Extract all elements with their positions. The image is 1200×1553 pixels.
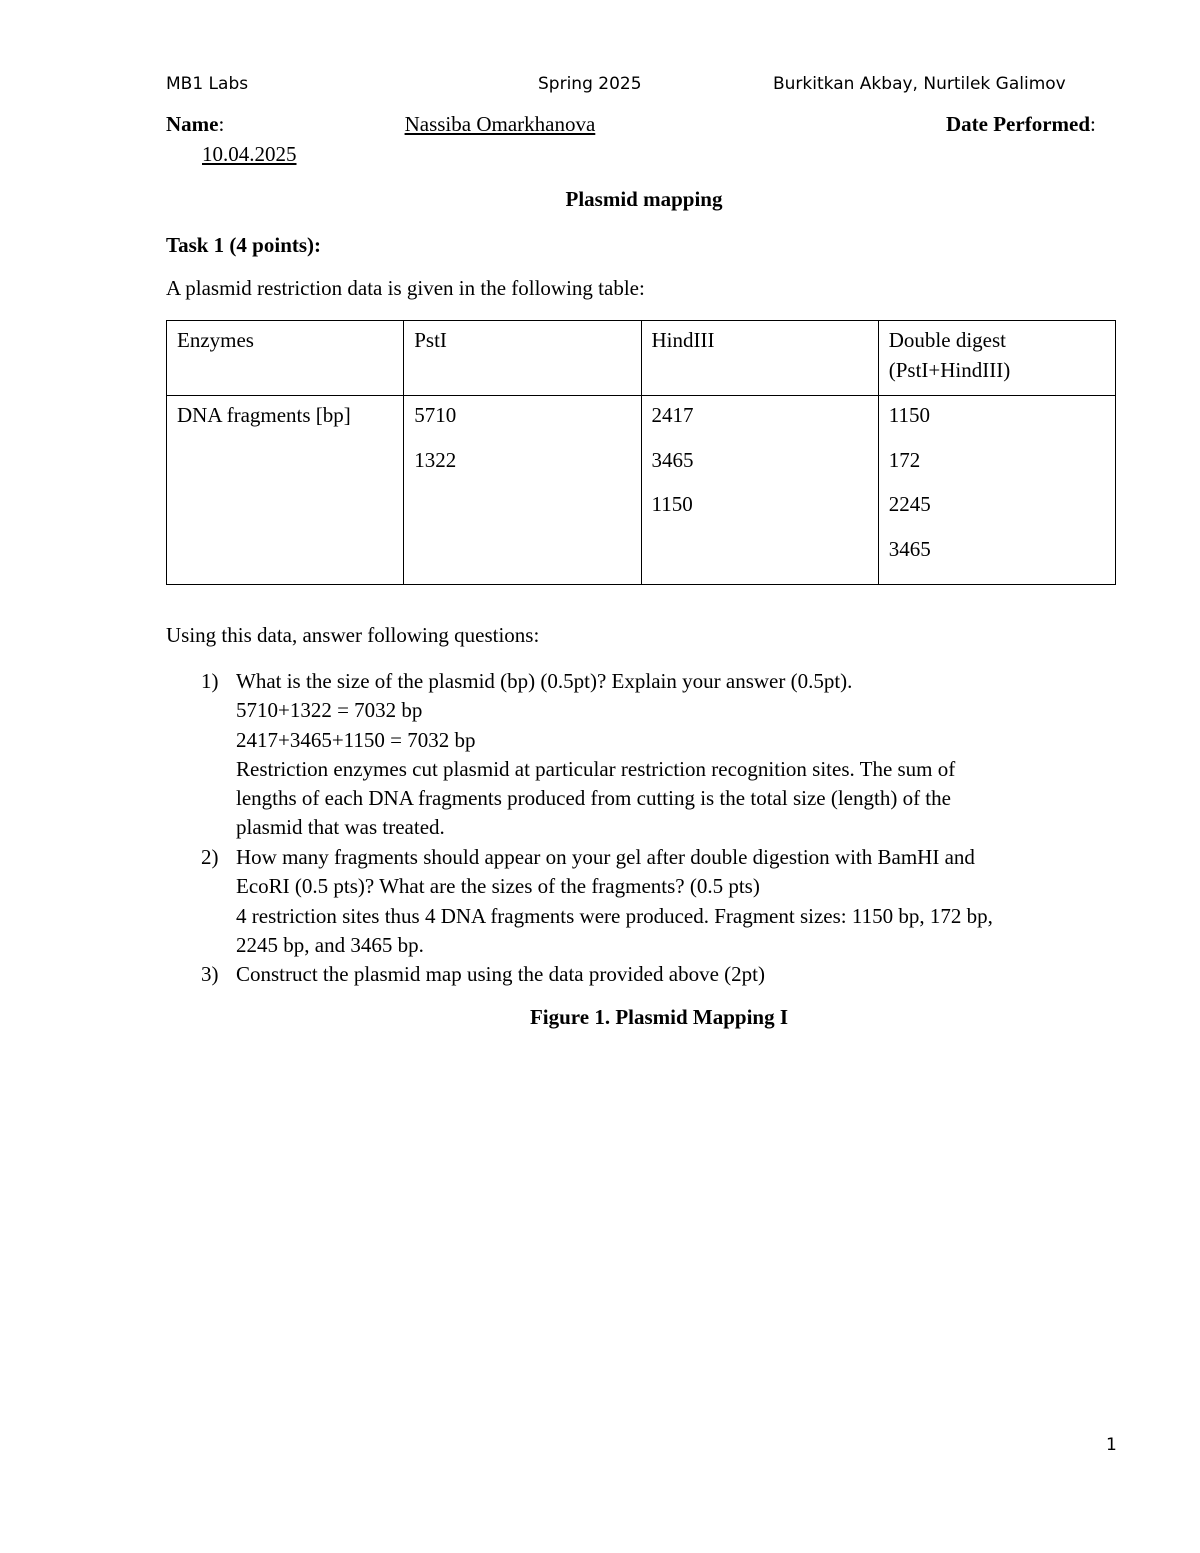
hindiii-fragment: 3465 (651, 447, 694, 472)
answer-line: 4 restriction sites thus 4 DNA fragments were produced. Fragment sizes: 1150 bp, 172 bp, (236, 903, 993, 928)
psti-cell (404, 396, 641, 585)
double-fragment: 1150 (888, 403, 930, 427)
answer-line: 2417+3465+1150 = 7032 bp (236, 727, 476, 752)
page-number: 1 (1106, 1435, 1117, 1455)
header-psti: PstI (404, 321, 641, 396)
question-body (236, 667, 1106, 843)
question-number: 2) (201, 845, 219, 869)
restriction-table (166, 320, 1116, 585)
task-heading: Task 1 (4 points): (166, 233, 322, 257)
question-line: How many fragments should appear on your gel after double digestion with BamHI and (236, 845, 975, 869)
row-label: DNA fragments [bp] (167, 396, 404, 585)
date-value: 10.04.2025 (202, 142, 297, 166)
question-number: 1) (201, 669, 219, 693)
question-body (236, 843, 1106, 960)
table-row (167, 396, 1116, 585)
question-number: 3) (201, 962, 219, 986)
name-underline (230, 112, 795, 137)
table-header-row (167, 321, 1116, 396)
header-course: MB1 Labs (166, 74, 249, 94)
hindiii-cell (641, 396, 878, 585)
double-digest-cell (878, 396, 1115, 585)
header-enzymes: Enzymes (167, 321, 404, 396)
psti-fragment: 5710 (414, 403, 457, 427)
header-double-digest (878, 321, 1115, 396)
header-double-digest-line1: Double digest (888, 328, 1006, 352)
questions-intro: Using this data, answer following questions: (166, 623, 540, 647)
psti-fragment: 1322 (414, 447, 457, 472)
question-line: Construct the plasmid map using the data provided above (2pt) (236, 962, 765, 986)
task-intro: A plasmid restriction data is given in the following table: (166, 276, 645, 300)
answer-line: lengths of each DNA fragments produced from cutting is the total size (length) of the (236, 786, 951, 811)
name-value: Nassiba Omarkhanova (404, 112, 596, 136)
header-double-digest-line2: (PstI+HindIII) (888, 358, 1011, 382)
page-title: Plasmid mapping (565, 187, 723, 211)
hindiii-fragment: 2417 (651, 403, 694, 427)
answer-line: 5710+1322 = 7032 bp (236, 698, 423, 723)
header-hindiii: HindIII (641, 321, 878, 396)
question-body (236, 960, 1106, 989)
question-line: EcoRI (0.5 pts)? What are the sizes of the fragments? (0.5 pts) (236, 874, 760, 899)
double-fragment: 2245 (888, 492, 931, 516)
answer-line: Restriction enzymes cut plasmid at particular restriction recognition sites. The sum of (236, 756, 956, 781)
name-label: Name (166, 112, 219, 136)
date-field: Date Performed: (946, 112, 1096, 136)
header-instructors: Burkitkan Akbay, Nurtilek Galimov (773, 74, 1066, 94)
double-fragment: 3465 (888, 536, 931, 561)
question-line: What is the size of the plasmid (bp) (0.5pt)? Explain your answer (0.5pt). (236, 669, 853, 693)
date-label: Date Performed (946, 112, 1091, 136)
hindiii-fragment: 1150 (651, 492, 693, 516)
header-semester: Spring 2025 (538, 74, 642, 94)
figure-caption: Figure 1. Plasmid Mapping I (529, 1005, 789, 1029)
name-field: Name: Nassiba Omarkhanova (166, 112, 795, 137)
double-fragment: 172 (888, 447, 921, 472)
answer-line: plasmid that was treated. (236, 815, 445, 840)
answer-line: 2245 bp, and 3465 bp. (236, 932, 424, 957)
